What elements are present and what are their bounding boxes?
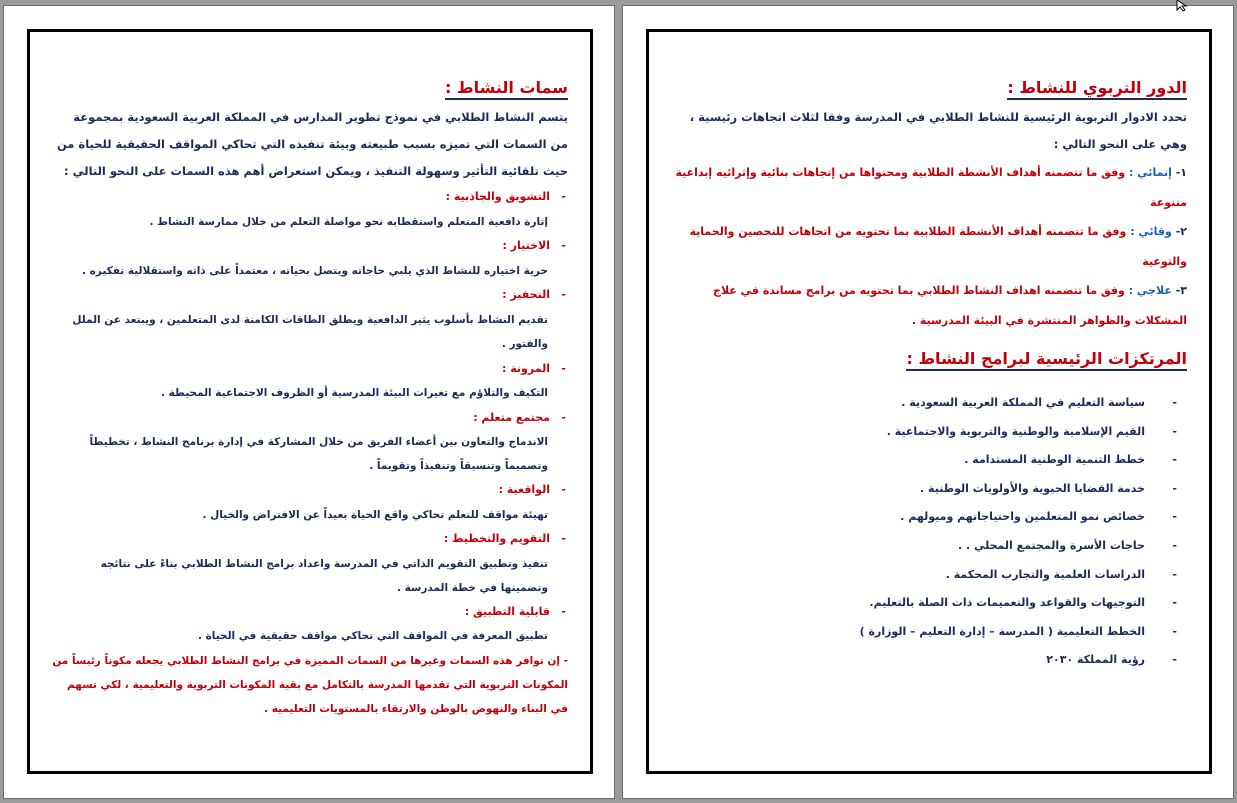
- role-text: وفق ما تتضمنه أهداف الأنشطة الطلابية بما تحتويه من اتجاهات للتحصين والحماية والتوعية: [689, 225, 1187, 268]
- pillar-item: - خصائص نمو المتعلمين واحتياجاتهم وميولهم .: [671, 503, 1187, 532]
- trait-title: - التقويم والتخطيط :: [52, 527, 568, 552]
- role-item-remedial: [671, 276, 1187, 335]
- document-page-right: [623, 6, 1233, 798]
- page-border-frame: [27, 29, 593, 774]
- mouse-pointer-icon: [1176, 0, 1190, 12]
- pillar-item: - حاجات الأسرة والمجتمع المحلي . .: [671, 532, 1187, 561]
- trait-description: تهيئة مواقف للتعلم تحاكي واقع الحياة بعيداً عن الافتراض والخيال .: [202, 508, 548, 521]
- pillar-item: - خطط التنمية الوطنية المستدامة .: [671, 446, 1187, 475]
- role-item-preventive: [671, 217, 1187, 276]
- section-heading-educational-role: الدور التربوي للنشاط :: [1007, 78, 1187, 100]
- trait-title: - مجتمع متعلم :: [52, 406, 568, 431]
- traits-closing-paragraph: - إن توافر هذه السمات وغيرها من السمات المميزة في برامج النشاط الطلابي يجعله مكوناً رئيساً من المكونات التربوية التي تقدمها المدرسة بالتكامل مع بقية المكونات التربوية والتعليمية ، لكي تسهم في البناء والنهوض بالوطن والارتقاء بالمستويات التعليمية .: [52, 654, 568, 715]
- trait-title: - التحفيز :: [52, 283, 568, 308]
- trait-description: إثارة دافعية المتعلم واستقطابه نحو مواصلة التعلم من خلال ممارسة النشاط .: [149, 215, 548, 228]
- pillars-list: [671, 389, 1187, 675]
- role-number: ١-: [1175, 166, 1187, 179]
- role-item-developmental: [671, 158, 1187, 217]
- trait-title: - التشويق والجاذبية :: [52, 185, 568, 210]
- trait-description: تنفيذ وتطبيق التقويم الذاتي في المدرسة واعداد برامج النشاط الطلابي بناءً على نتائجه وتضمينها في خطة المدرسة .: [100, 557, 548, 594]
- trait-title: - المرونة :: [52, 357, 568, 382]
- pillar-item: - الدراسات العلمية والتجارب المحكمة .: [671, 561, 1187, 590]
- traits-list: [52, 185, 568, 649]
- trait-description: الاندماج والتعاون بين أعضاء الفريق من خلال المشاركة في إدارة برنامج النشاط ، تخطيطاً وتصميماً وتنسيقاً وتنفيذاً وتقويماً .: [89, 436, 548, 472]
- traits-intro-paragraph: يتسم النشاط الطلابي في نموذج تطوير المدارس في المملكة العربية السعودية بمجموعة من السمات التي تميزه بسبب طبيعته وبيئة تنفيذه التي تحاكي المواقف الحقيقية للحياة من حيث تلقائية التأثير وسهولة التنفيذ ، ويمكن استعراض أهم هذه السمات على النحو التالي :: [56, 110, 568, 178]
- page-border-frame: [646, 29, 1212, 774]
- trait-description: تطبيق المعرفة في المواقف التي تحاكي مواقف حقيقية في الحياة .: [197, 630, 548, 642]
- section-heading-traits: سمات النشاط :: [445, 78, 568, 100]
- role-type: إنمائي :: [1128, 166, 1172, 179]
- role-text: وفق ما تتضمنه اهداف النشاط الطلابي بما تحتويه من برامج مساندة في علاج المشكلات والظواهر المنتشرة في البيئة المدرسية .: [713, 284, 1187, 327]
- pillar-item: - القيم الإسلامية والوطنية والتربوية والاجتماعية .: [671, 418, 1187, 447]
- role-text: وفق ما تتضمنه أهداف الأنشطة الطلابية ومحتواها من إتجاهات بنائية وإثرائيه إبداعية متنوعة: [675, 166, 1187, 209]
- trait-description: تقديم النشاط بأسلوب يثير الدافعية ويطلق الطاقات الكامنة لدى المتعلمين ، ويبتعد عن الملل والفتور .: [72, 313, 548, 350]
- pillar-item: - خدمة القضايا الحيوية والأولويات الوطنية .: [671, 475, 1187, 504]
- pillar-item: - رؤية المملكة ٢٠٣٠: [671, 646, 1187, 675]
- role-type: وقائي :: [1130, 225, 1172, 238]
- trait-description: حرية اختياره للنشاط الذي يلبي حاجاته ويتصل بحياته ، معتمداً على ذاته واستقلالية تفكيره .: [81, 264, 548, 277]
- role-number: ٣-: [1175, 284, 1187, 297]
- trait-title: - الواقعية :: [52, 478, 568, 503]
- role-type: علاجي :: [1128, 284, 1172, 297]
- trait-title: - الاختيار :: [52, 234, 568, 259]
- trait-description: التكيف والتلاؤم مع تغيرات البيئة المدرسية أو الظروف الاجتماعية المحيطة .: [160, 387, 548, 399]
- role-intro-paragraph: تحدد الادوار التربوية الرئيسية للنشاط الطلابي في المدرسة وفقا لثلاث اتجاهات رئيسية ، وهي على النحو التالي :: [689, 110, 1187, 151]
- pillar-item: - سياسة التعليم في المملكة العربية السعودية .: [671, 389, 1187, 418]
- trait-title: - قابلية التطبيق :: [52, 600, 568, 625]
- role-number: ٢-: [1175, 225, 1187, 238]
- document-page-left: [4, 6, 614, 798]
- pillar-item: - التوجيهات والقواعد والتعميمات ذات الصلة بالتعليم.: [671, 589, 1187, 618]
- pillar-item: - الخطط التعليمية ( المدرسة – إدارة التعليم – الوزارة ): [671, 618, 1187, 647]
- section-heading-pillars: المرتكزات الرئيسية لبرامج النشاط :: [906, 349, 1187, 371]
